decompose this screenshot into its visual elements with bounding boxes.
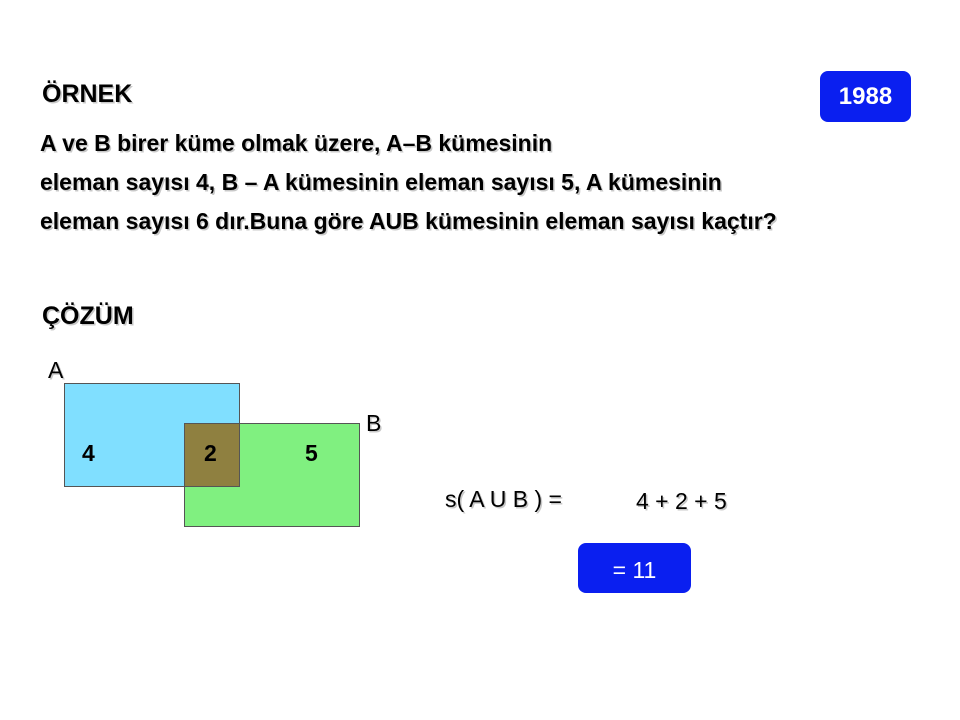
set-b-label: B: [366, 410, 382, 436]
problem-line-3: eleman sayısı 6 dır.Buna göre AUB kümesinin eleman sayısı kaçtır?: [40, 208, 777, 234]
only-b-count: 5: [305, 440, 318, 466]
problem-line-2: eleman sayısı 4, B – A kümesinin eleman sayısı 5, A kümesinin: [40, 169, 722, 195]
example-heading: ÖRNEK: [42, 80, 133, 108]
set-a-label: A: [48, 357, 64, 383]
formula-rhs: 4 + 2 + 5: [636, 488, 727, 514]
problem-line-1: A ve B birer küme olmak üzere, A–B kümesinin: [40, 130, 553, 156]
problem-text: [40, 124, 940, 241]
result-badge: = 11: [578, 543, 691, 593]
formula-lhs: s( A U B ) =: [445, 486, 562, 512]
year-badge: 1988: [820, 71, 911, 122]
solution-heading: ÇÖZÜM: [42, 302, 134, 330]
only-a-count: 4: [82, 440, 95, 466]
intersection-count: 2: [204, 440, 217, 466]
